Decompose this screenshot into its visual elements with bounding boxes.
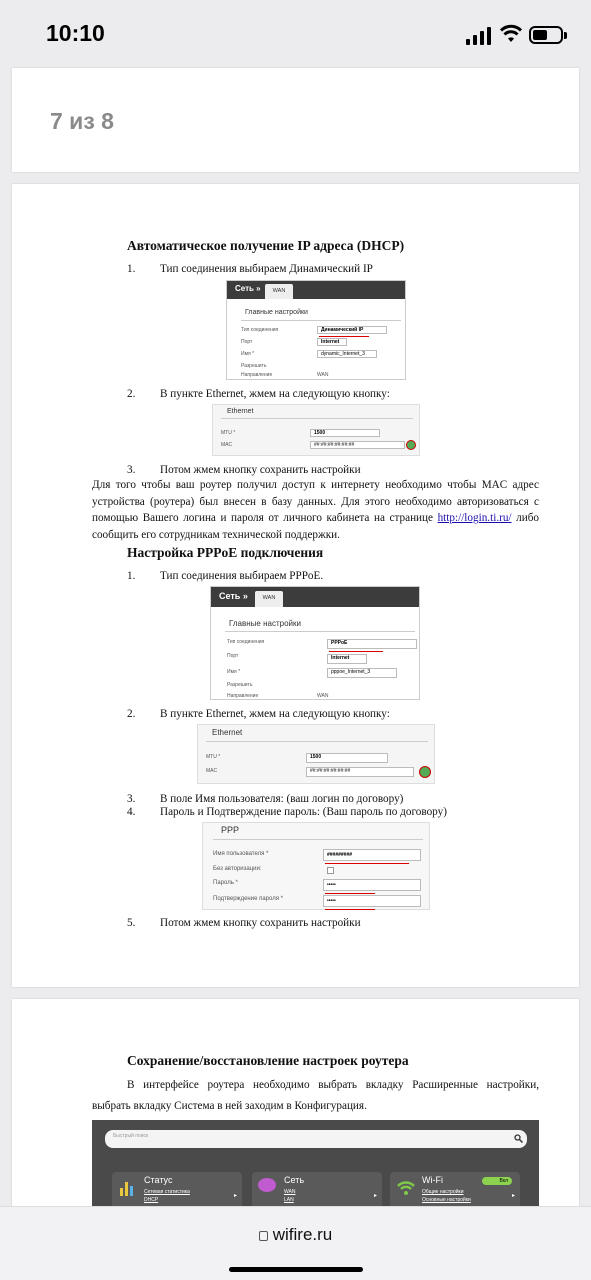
battery-icon: [529, 26, 563, 44]
url-text: wifire.ru: [272, 1225, 333, 1244]
status-chart-icon: [118, 1178, 138, 1196]
router-search: Быстрый поиск: [105, 1130, 527, 1148]
lock-icon: [259, 1231, 268, 1241]
browser-bottom-bar: [0, 1206, 591, 1280]
pdf-page-header: [12, 68, 579, 172]
dhcp-step-3: Потом жмем кнопку сохранить настройки: [160, 464, 361, 476]
home-indicator: [229, 1267, 363, 1272]
pppoe-step-4: Пароль и Подтверждение пароль: (Ваш пароль по договору): [160, 806, 447, 818]
pdf-page-8[interactable]: [12, 999, 579, 1214]
cellular-signal-icon: [466, 27, 492, 45]
search-icon: [514, 1134, 523, 1143]
mac-paragraph: Для того чтобы ваш роутер получил доступ к интернету необходимо чтобы MAC адрес устройства (роутера) был внесен в базу данных. Для этого необходимо авторизоваться с помощью Вашего логина и пароля от личного кабинета на странице http://login.ti.ru/ либо сообщить его сотрудникам технической поддержки.: [92, 479, 539, 541]
wifi-icon: [396, 1178, 416, 1196]
screenshot-ppp: PPP Имя пользователя * Без авторизации: Пароль * Подтверждение пароля * ######### ••••• •••••: [202, 822, 430, 910]
backup-heading: Сохранение/восстановление настроек роутера: [127, 1053, 409, 1068]
screenshot-ethernet-1: Ethernet MTU * MAC 1500 ##:##:##:##:##:##: [212, 404, 420, 456]
wifi-toggle: Вкл: [482, 1177, 512, 1185]
backup-paragraph: В интерфейсе роутера необходимо выбрать вкладку Расширенные настройки, выбрать вкладку Система в ней заходим в Конфигурация.: [92, 1079, 539, 1112]
dhcp-step-1: Тип соединения выбираем Динамический IP: [160, 263, 373, 275]
screenshot-router-home: [92, 1120, 539, 1214]
tile-status: Статус Сетевая статистика DHCP ▸: [112, 1172, 242, 1214]
tile-network: Сеть WAN LAN ▸: [252, 1172, 382, 1214]
login-link[interactable]: http://login.ti.ru/: [437, 512, 512, 524]
pppoe-step-1: Тип соединения выбираем PPPoE.: [160, 570, 324, 582]
pppoe-step-5: Потом жмем кнопку сохранить настройки: [160, 917, 361, 929]
dhcp-step-2: В пункте Ethernet, жмем на следующую кнопку:: [160, 388, 390, 400]
pppoe-step-3: В поле Имя пользователя: (ваш логин по договору): [160, 793, 404, 805]
clock: 10:10: [46, 20, 105, 46]
status-bar: [0, 0, 591, 70]
pdf-page-7[interactable]: Автоматическое получение IP адреса (DHCP) 1. Тип соединения выбираем Динамический IP Сеть » WAN Главные настройки Тип соединения Порт Имя * Разрешить Направление Динамический IP Internet dynamic_Internet_3 WAN 2. В пункте Ethernet, жмем на следующую кнопку: Ethernet MTU * MAC 1500 ##:##:##:##:##:## 3. Потом жмем кнопку сохранить настройки Для того чтобы ваш роутер получил доступ к интернету необходимо чтобы MAC адрес устройства (роутера) был внесен в базу данных. Для этого необходимо авторизоваться с помощью Вашего логина и пароля от личного кабинета на странице http://login.ti.ru/ либо сообщить его сотрудникам технической поддержки. Настройка PPPoE подключения 1. Тип соединения выбираем PPPoE. Сеть » WAN Главные настройки Тип соединения Порт Имя * Разрешить Направление PPPoE Internet pppoe_Internet_3 WAN 2. В пункте Ethernet, жмем на следующую кнопку: Ethernet MTU * MAC 1500 ##:##:##:##:##:## 3. В поле Имя пользователя: (ваш логин по договору) 4. Пароль и Подтверждение пароль: (Ваш пароль по договору) PPP Имя пользователя * Без авторизации: Пароль * Подтверждение пароля * ######### ••••• ••••• 5. Потом жмем кнопку сохранить настройки: [12, 184, 579, 987]
screenshot-wan-pppoe: Сеть » WAN Главные настройки Тип соединения Порт Имя * Разрешить Направление PPPoE Internet pppoe_Internet_3 WAN: [210, 586, 420, 700]
network-globe-icon: [258, 1178, 276, 1192]
pppoe-step-2: В пункте Ethernet, жмем на следующую кнопку:: [160, 708, 390, 720]
screenshot-ethernet-2: Ethernet MTU * MAC 1500 ##:##:##:##:##:##: [197, 724, 435, 784]
page-indicator: 7 из 8: [50, 108, 114, 134]
pppoe-heading: Настройка PPPoE подключения: [127, 545, 324, 560]
dhcp-step-1-num: 1.: [127, 263, 136, 275]
screenshot-wan-dhcp: Сеть » WAN Главные настройки Тип соединения Порт Имя * Разрешить Направление Динамический IP Internet dynamic_Internet_3 WAN: [226, 280, 406, 380]
dhcp-heading: Автоматическое получение IP адреса (DHCP): [127, 238, 405, 253]
wifi-icon: [500, 24, 522, 44]
url-bar[interactable]: [0, 1225, 591, 1245]
tile-wifi: Wi-Fi Общие настройки Основные настройки Вкл ▸: [390, 1172, 520, 1214]
